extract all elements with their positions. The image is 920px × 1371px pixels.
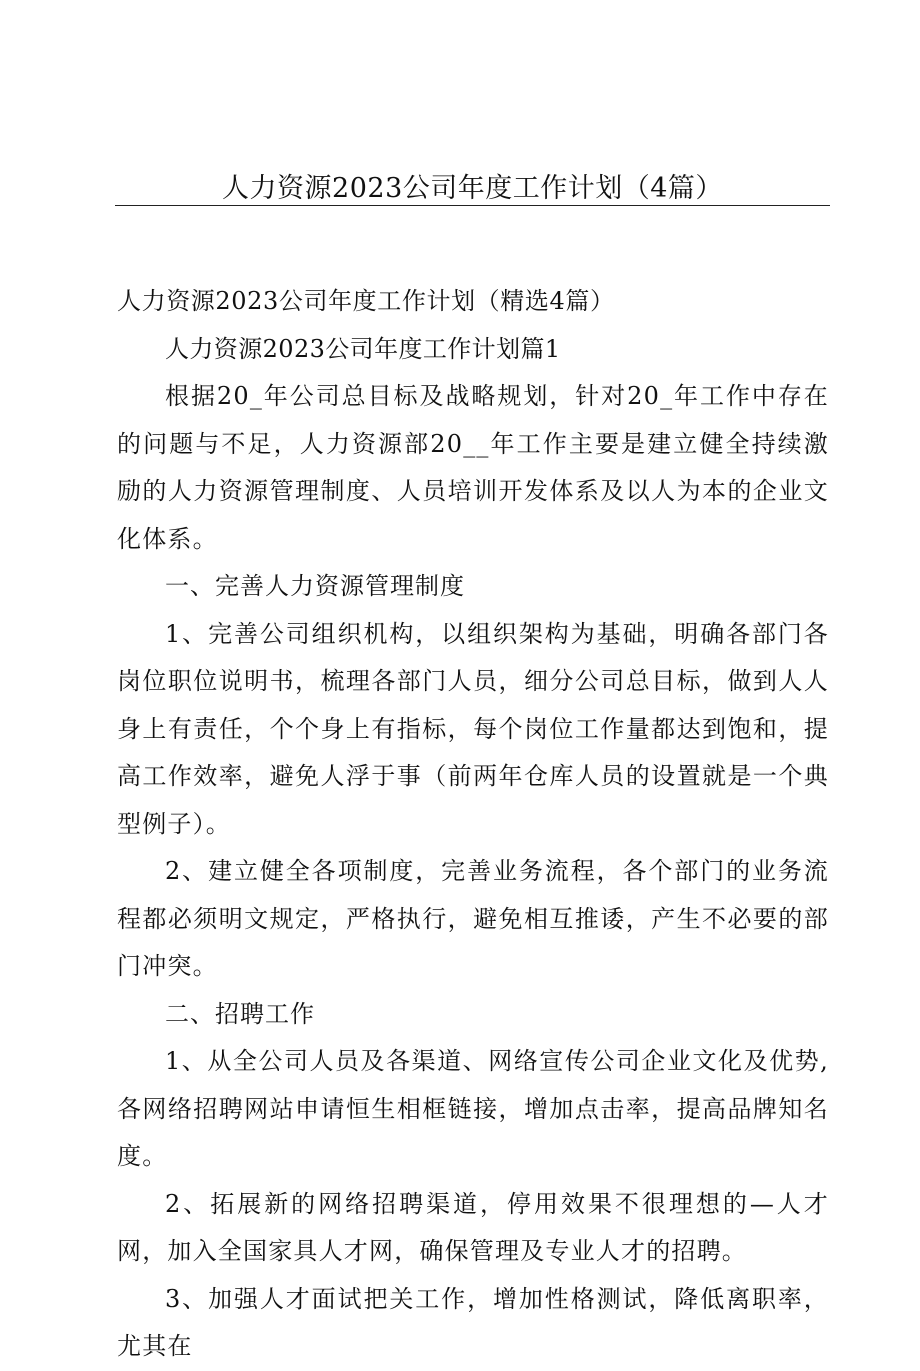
section-heading-recruitment: 二、招聘工作: [165, 999, 315, 1028]
paragraph-recruit-promotion: 1、从全公司人员及各渠道、网络宣传公司企业文化及优势,各网络招聘网站申请恒生相框链接，增加点击率，提高品牌知名度。: [117, 1047, 829, 1170]
paragraph-intro: 根据20_年公司总目标及战略规划，针对20_年工作中存在的问题与不足，人力资源部20__年工作主要是建立健全持续激励的人力资源管理制度、人员培训开发体系及以人为本的企业文化体系。: [117, 382, 829, 553]
document-body: [117, 278, 829, 1371]
article-heading: 人力资源2023公司年度工作计划篇1: [165, 334, 561, 363]
paragraph-org-structure: 1、完善公司组织机构，以组织架构为基础，明确各部门各岗位职位说明书，梳理各部门人员，细分公司总目标，做到人人身上有责任，个个身上有指标，每个岗位工作量都达到饱和，提高工作效率，避免人浮于事（前两年仓库人员的设置就是一个典型例子）。: [117, 619, 829, 838]
document-title: 人力资源2023公司年度工作计划（4篇）: [222, 173, 723, 204]
paragraph-recruit-channels: 2、拓展新的网络招聘渠道，停用效果不很理想的—人才网，加入全国家具人才网，确保管理及专业人才的招聘。: [117, 1189, 829, 1265]
document-subtitle: 人力资源2023公司年度工作计划（精选4篇）: [117, 287, 615, 315]
section-heading-hr-system: 一、完善人力资源管理制度: [165, 572, 465, 600]
title-underline: [115, 205, 830, 206]
paragraph-interview-control: 3、加强人才面试把关工作，增加性格测试，降低离职率，尤其在: [117, 1284, 829, 1360]
paragraph-rules-process: 2、建立健全各项制度，完善业务流程，各个部门的业务流程都必须明文规定，严格执行，避免相互推诿，产生不必要的部门冲突。: [117, 857, 829, 980]
